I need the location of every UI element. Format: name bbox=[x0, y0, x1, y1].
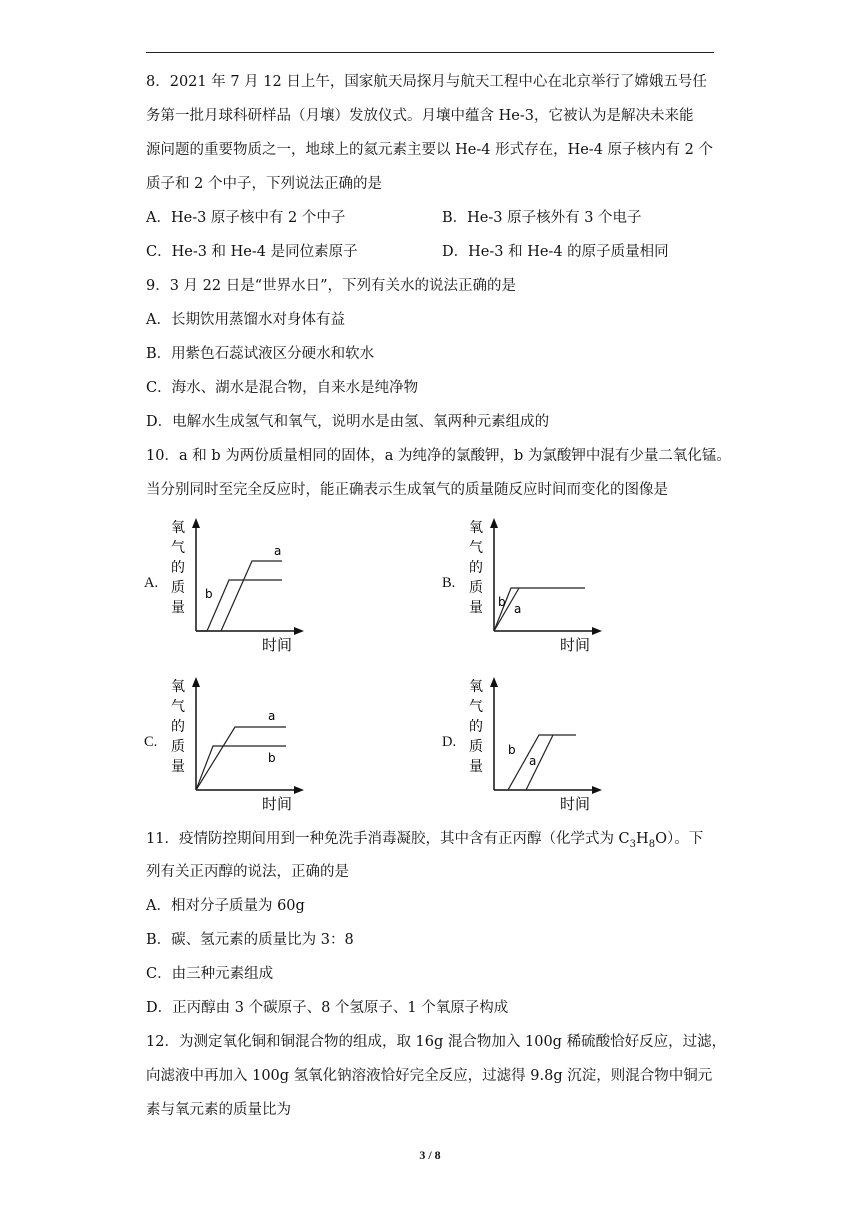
xlabel: 时间 bbox=[262, 636, 293, 654]
ylabel-char: 的 bbox=[171, 719, 185, 735]
ylabel-char: 氧 bbox=[469, 679, 483, 695]
ylabel-char: 的 bbox=[469, 719, 483, 735]
axis-arrowhead bbox=[294, 627, 304, 635]
q11-stem-line-1: 11．疫情防控期间用到一种免洗手消毒凝胶，其中含有正丙醇（化学式为 $C_3H_8O$）。下 bbox=[146, 831, 704, 850]
ylabel-char: 量 bbox=[171, 759, 185, 775]
ylabel-char: 气 bbox=[469, 699, 483, 715]
q12-stem-line-1: 12．为测定氧化铜和铜混合物的组成，取 16g 混合物加入 100g 稀硫酸恰好反应，过滤， bbox=[146, 1034, 727, 1050]
axis-arrowhead bbox=[490, 677, 498, 687]
q11-option-b: B．碳、氢元素的质量比为 3：8 bbox=[146, 932, 354, 948]
curve-b-label: b bbox=[268, 751, 276, 765]
q10-graph-a-option-label: A. bbox=[144, 575, 159, 591]
curve-b-label: b bbox=[205, 587, 213, 601]
ylabel-char: 量 bbox=[469, 600, 483, 616]
ylabel-char: 气 bbox=[469, 540, 483, 556]
ylabel-char: 质 bbox=[171, 739, 185, 755]
q11-option-d: D．正丙醇由 3 个碳原子、8 个氢原子、1 个氧原子构成 bbox=[146, 1000, 509, 1016]
axis-arrowhead bbox=[192, 677, 200, 687]
q10-stem-line-1: 10．a 和 b 为两份质量相同的固体，a 为纯净的氯酸钾，b 为氯酸钾中混有少量二氧化锰。 bbox=[146, 448, 731, 464]
ylabel-char: 量 bbox=[469, 759, 483, 775]
q9-stem: 9．3 月 22 日是“世界水日”，下列有关水的说法正确的是 bbox=[146, 278, 517, 294]
q9-option-c: C．海水、湖水是混合物，自来水是纯净物 bbox=[146, 380, 419, 396]
ylabel-char: 气 bbox=[171, 540, 185, 556]
q10-graph-b bbox=[468, 516, 618, 656]
ylabel-char: 的 bbox=[171, 560, 185, 576]
q10-graph-c-option-label: C. bbox=[144, 734, 158, 750]
axis-arrowhead bbox=[592, 786, 602, 794]
curve-a-label: a bbox=[268, 709, 276, 723]
q10-graph-a bbox=[170, 516, 320, 656]
q8-option-c: C．He-3 和 He-4 是同位素原子 bbox=[146, 244, 358, 260]
q8-stem-line-4: 质子和 2 个中子，下列说法正确的是 bbox=[146, 176, 382, 192]
q10-graph-d bbox=[468, 675, 618, 815]
axis-arrowhead bbox=[490, 518, 498, 528]
axis-arrowhead bbox=[192, 518, 200, 528]
q8-option-b: B．He-3 原子核外有 3 个电子 bbox=[442, 210, 642, 226]
ylabel-char: 量 bbox=[171, 600, 185, 616]
q10-graph-b-option-label: B. bbox=[442, 575, 456, 591]
q9-option-a: A．长期饮用蒸馏水对身体有益 bbox=[146, 312, 345, 328]
ylabel-char: 的 bbox=[469, 560, 483, 576]
axis-arrowhead bbox=[294, 786, 304, 794]
q9-option-d: D．电解水生成氢气和氧气，说明水是由氢、氧两种元素组成的 bbox=[146, 414, 550, 430]
q11-stem-line-2: 列有关正丙醇的说法，正确的是 bbox=[146, 864, 349, 880]
q8-option-d: D．He-3 和 He-4 的原子质量相同 bbox=[442, 244, 669, 260]
axis-arrowhead bbox=[592, 627, 602, 635]
xlabel: 时间 bbox=[560, 795, 591, 813]
ylabel-char: 氧 bbox=[469, 520, 483, 536]
curve-a-label: a bbox=[529, 754, 537, 768]
ylabel-char: 质 bbox=[469, 739, 483, 755]
q10-graph-c bbox=[170, 675, 320, 815]
q10-graph-d-option-label: D. bbox=[442, 734, 457, 750]
q8-option-a: A．He-3 原子核中有 2 个中子 bbox=[146, 210, 346, 226]
ylabel-char: 气 bbox=[171, 699, 185, 715]
q9-option-b: B．用紫色石蕊试液区分硬水和软水 bbox=[146, 346, 375, 362]
xlabel: 时间 bbox=[560, 636, 591, 654]
q12-stem-line-3: 素与氧元素的质量比为 bbox=[146, 1102, 291, 1118]
q10-stem-line-2: 当分别同时至完全反应时，能正确表示生成氧气的质量随反应时间而变化的图像是 bbox=[146, 482, 668, 498]
header-rule bbox=[146, 52, 714, 53]
q11-option-c: C．由三种元素组成 bbox=[146, 966, 274, 982]
curve-a-label: a bbox=[514, 602, 522, 616]
page-number: 3 / 8 bbox=[419, 1148, 441, 1162]
ylabel-char: 氧 bbox=[171, 679, 185, 695]
curve-a-label: a bbox=[274, 544, 282, 558]
xlabel: 时间 bbox=[262, 795, 293, 813]
q8-stem-line-2: 务第一批月球科研样品（月壤）发放仪式。月壤中蕴含 He-3，它被认为是解决未来能 bbox=[146, 108, 694, 124]
curve-b-label: b bbox=[508, 743, 516, 757]
ylabel-char: 质 bbox=[469, 580, 483, 596]
q12-stem-line-2: 向滤液中再加入 100g 氢氧化钠溶液恰好完全反应，过滤得 9.8g 沉淀，则混合物中铜元 bbox=[146, 1068, 713, 1084]
curve-b-label: b bbox=[498, 595, 506, 609]
ylabel-char: 质 bbox=[171, 580, 185, 596]
curve-b bbox=[494, 588, 585, 631]
q8-stem-line-3: 源问题的重要物质之一，地球上的氦元素主要以 He-4 形式存在，He-4 原子核内有 2 个 bbox=[146, 142, 713, 158]
ylabel-char: 氧 bbox=[171, 520, 185, 536]
q8-stem-line-1: 8．2021 年 7 月 12 日上午，国家航天局探月与航天工程中心在北京举行了嫦娥五号任 bbox=[146, 74, 707, 90]
q11-option-a: A．相对分子质量为 60g bbox=[146, 898, 305, 914]
